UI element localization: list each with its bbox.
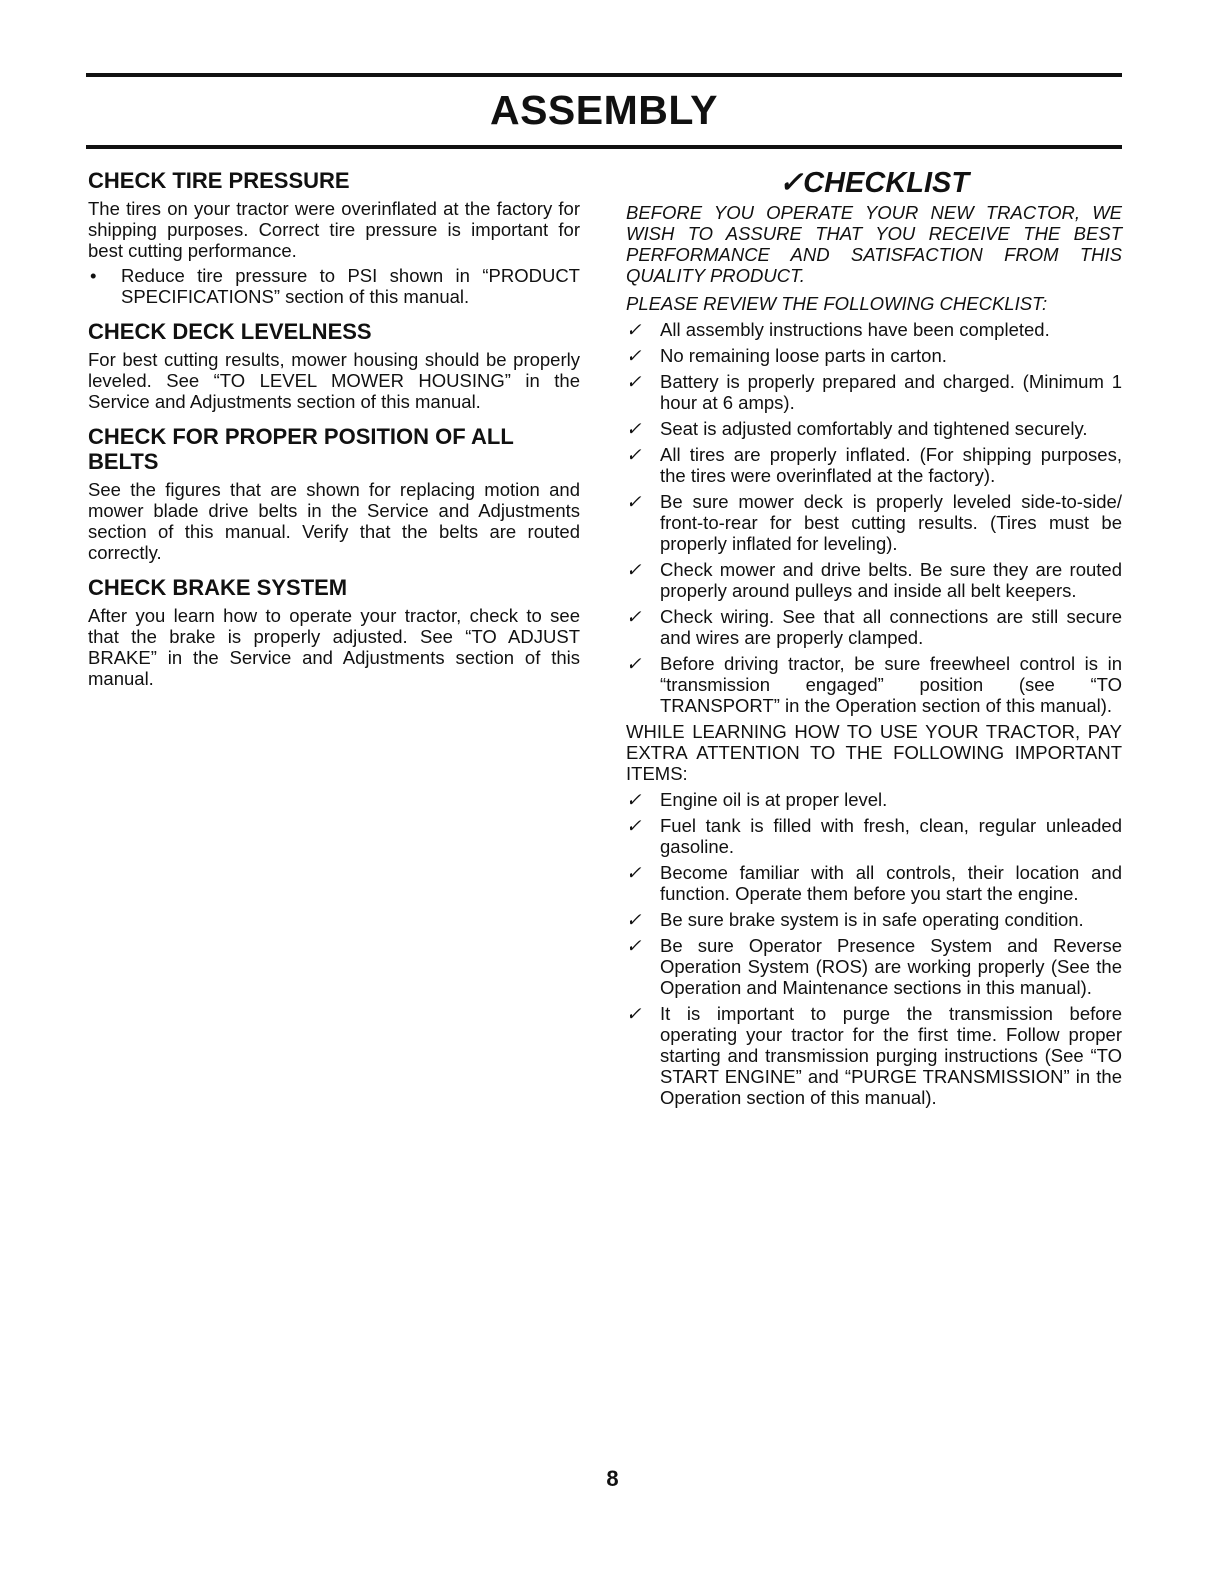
list-item — [626, 444, 1122, 486]
section-body: For best cutting results, mower housing should be properly leveled. See “TO LEVEL MOWER HOUSING” in the Service and Adjustments section of this manual. — [88, 349, 580, 412]
section-heading: CHECK FOR PROPER POSITION OF ALL BELTS — [88, 424, 514, 474]
checklist-intro: BEFORE YOU OPERATE YOUR NEW TRACTOR, WE WISH TO ASSURE THAT YOU RECEIVE THE BEST PERFORMANCE AND SATISFACTION FROM THIS QUALITY PRODUCT. — [626, 202, 1122, 286]
page-number: 8 — [606, 1466, 619, 1491]
list-item-text: Engine oil is at proper level. — [660, 789, 888, 810]
bullet-item — [88, 265, 580, 307]
list-item — [626, 909, 1122, 930]
list-item — [626, 371, 1122, 413]
header-rule-bottom — [86, 145, 1122, 149]
list-item-text: Be sure Operator Presence System and Reverse Operation System (ROS) are working properly (See the Operation and Maintenance sections in this manual). — [660, 935, 1122, 998]
check-icon: ✓ — [626, 444, 642, 465]
list-item-text: Become familiar with all controls, their location and function. Operate them before you start the engine. — [660, 862, 1122, 904]
list-item — [626, 418, 1122, 439]
list-item — [626, 653, 1122, 716]
check-icon: ✓ — [626, 559, 642, 580]
list-item — [626, 935, 1122, 998]
bullet-icon: • — [90, 265, 97, 286]
list-item-text: Be sure mower deck is properly leveled side-to-side/ front-to-rear for best cutting results. (Tires must be properly inflated for leveling). — [660, 491, 1122, 554]
check-icon: ✓ — [626, 935, 642, 956]
checklist-review: PLEASE REVIEW THE FOLLOWING CHECKLIST: — [626, 293, 1048, 314]
page-title: ASSEMBLY — [489, 87, 719, 133]
check-icon: ✓ — [626, 909, 642, 930]
list-item-text: Check wiring. See that all connections are still secure and wires are properly clamped. — [660, 606, 1122, 648]
list-item — [626, 606, 1122, 648]
section-body: After you learn how to operate your tractor, check to see that the brake is properly adjusted. See “TO ADJUST BRAKE” in the Service and Adjustments section of this manual. — [88, 605, 580, 689]
list-item-text: Be sure brake system is in safe operating condition. — [660, 909, 1084, 930]
list-item-text: Seat is adjusted comfortably and tightened securely. — [660, 418, 1088, 439]
right-column — [626, 168, 1122, 1108]
check-icon: ✓ — [626, 371, 642, 392]
list-item — [626, 1003, 1122, 1108]
section-heading: CHECK BRAKE SYSTEM — [88, 575, 348, 600]
deck-levelness-section — [88, 319, 580, 412]
header-rule-top — [86, 73, 1122, 77]
important-items — [626, 789, 1122, 1108]
check-icon: ✓ — [626, 319, 642, 340]
list-item-text: It is important to purge the transmission before operating your tractor for the first time. Follow proper starting and transmission purging instructions (See “TO START ENGINE” and “PURGE TRANSMISSION” in the Operation section of this manual). — [660, 1003, 1122, 1108]
belts-section — [88, 424, 580, 563]
bullet-text: Reduce tire pressure to PSI shown in “PRODUCT SPECIFICATIONS” section of this manual. — [121, 265, 580, 307]
brake-section — [88, 575, 580, 689]
check-icon: ✓ — [626, 345, 642, 366]
tire-pressure-section — [88, 168, 580, 307]
check-icon: ✓ — [778, 167, 804, 199]
list-item-text: All assembly instructions have been completed. — [660, 319, 1050, 340]
check-icon: ✓ — [626, 491, 642, 512]
section-heading: CHECK DECK LEVELNESS — [88, 319, 372, 344]
list-item — [626, 862, 1122, 904]
check-icon: ✓ — [626, 862, 642, 883]
check-icon: ✓ — [626, 606, 642, 627]
learning-intro: WHILE LEARNING HOW TO USE YOUR TRACTOR, PAY EXTRA ATTENTION TO THE FOLLOWING IMPORTANT ITEMS: — [626, 721, 1122, 784]
list-item-text: No remaining loose parts in carton. — [660, 345, 947, 366]
check-icon: ✓ — [626, 789, 642, 810]
list-item-text: Before driving tractor, be sure freewheel control is in “transmission engaged” position (see “TO TRANSPORT” in the Operation section of this manual). — [660, 653, 1122, 716]
list-item-text: All tires are properly inflated. (For shipping purposes, the tires were overinflated at the factory). — [660, 444, 1122, 486]
checklist-heading-text: CHECKLIST — [803, 167, 970, 199]
checklist-items — [626, 319, 1122, 716]
list-item — [626, 491, 1122, 554]
check-icon: ✓ — [626, 653, 642, 674]
check-icon: ✓ — [626, 815, 642, 836]
check-icon: ✓ — [626, 1003, 642, 1024]
left-column — [88, 168, 580, 701]
list-item — [626, 815, 1122, 857]
check-icon: ✓ — [626, 418, 642, 439]
list-item-text: Battery is properly prepared and charged. (Minimum 1 hour at 6 amps). — [660, 371, 1122, 413]
section-body: See the figures that are shown for replacing motion and mower blade drive belts in the Service and Adjustments section of this manual. Verify that the belts are routed correctly. — [88, 479, 580, 563]
list-item — [626, 789, 1122, 810]
section-heading: CHECK TIRE PRESSURE — [88, 168, 350, 193]
list-item-text: Check mower and drive belts. Be sure they are routed properly around pulleys and inside all belt keepers. — [660, 559, 1122, 601]
section-body: The tires on your tractor were overinflated at the factory for shipping purposes. Correct tire pressure is important for best cutting performance. — [88, 198, 580, 261]
list-item — [626, 345, 1122, 366]
list-item-text: Fuel tank is filled with fresh, clean, regular unleaded gasoline. — [660, 815, 1122, 857]
list-item — [626, 319, 1122, 340]
list-item — [626, 559, 1122, 601]
checklist-heading — [626, 168, 1122, 198]
